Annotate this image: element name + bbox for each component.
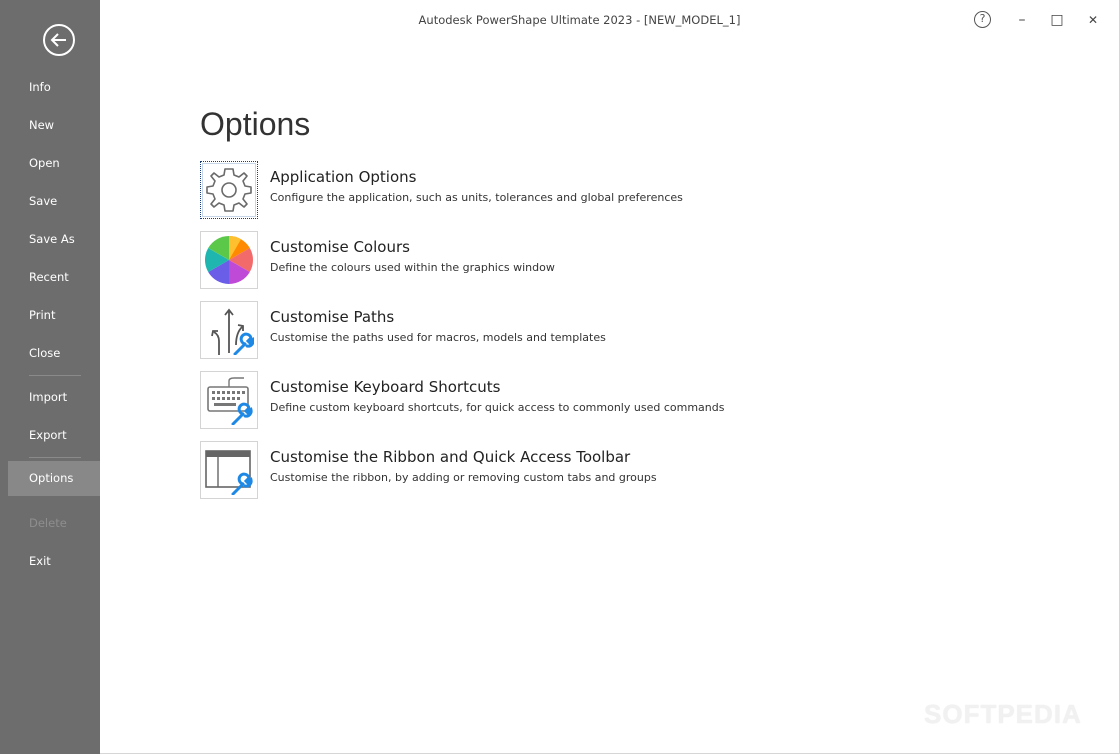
customise-colours-button[interactable] bbox=[200, 231, 258, 289]
backstage-sidebar bbox=[0, 0, 100, 754]
customise-ribbon-button[interactable] bbox=[200, 441, 258, 499]
application-options-button[interactable] bbox=[200, 161, 258, 219]
option-customise-ribbon[interactable] bbox=[200, 441, 920, 499]
customise-paths-button[interactable] bbox=[200, 301, 258, 359]
option-customise-colours[interactable] bbox=[200, 231, 920, 289]
option-application-options[interactable] bbox=[200, 161, 920, 219]
sidebar-item-save[interactable]: Save bbox=[29, 194, 58, 208]
sidebar-item-open[interactable]: Open bbox=[29, 156, 60, 170]
keyboard-wrench-icon bbox=[204, 375, 254, 425]
option-title: Customise Keyboard Shortcuts bbox=[270, 378, 501, 396]
sidebar-item-print[interactable]: Print bbox=[29, 308, 56, 322]
minimize-button[interactable]: – bbox=[1018, 12, 1026, 28]
sidebar-item-close[interactable]: Close bbox=[29, 346, 61, 360]
option-customise-keyboard-shortcuts[interactable] bbox=[200, 371, 920, 429]
page-title: Options bbox=[200, 106, 311, 142]
back-button[interactable] bbox=[43, 24, 75, 56]
close-window-button[interactable]: ✕ bbox=[1087, 13, 1099, 27]
sidebar-divider bbox=[29, 457, 81, 458]
option-description: Define custom keyboard shortcuts, for quick access to commonly used commands bbox=[270, 401, 725, 414]
window-title: Autodesk PowerShape Ultimate 2023 - [NEW_MODEL_1] bbox=[418, 13, 741, 27]
option-description: Define the colours used within the graphics window bbox=[270, 261, 555, 274]
option-description: Customise the ribbon, by adding or removing custom tabs and groups bbox=[270, 471, 657, 484]
sidebar-item-save-as[interactable]: Save As bbox=[29, 232, 75, 246]
option-title: Customise the Ribbon and Quick Access Toolbar bbox=[270, 448, 631, 466]
sidebar-item-recent[interactable]: Recent bbox=[29, 270, 69, 284]
sidebar-item-options[interactable]: Options bbox=[8, 461, 100, 496]
sidebar-item-delete: Delete bbox=[29, 516, 67, 530]
sidebar-divider bbox=[29, 375, 81, 376]
back-arrow-icon bbox=[50, 31, 68, 49]
color-wheel-icon bbox=[204, 235, 254, 285]
option-customise-paths[interactable] bbox=[200, 301, 920, 359]
sidebar-item-info[interactable]: Info bbox=[29, 80, 51, 94]
option-description: Customise the paths used for macros, models and templates bbox=[270, 331, 606, 344]
help-button[interactable]: ? bbox=[974, 11, 991, 28]
sidebar-item-exit[interactable]: Exit bbox=[29, 554, 51, 568]
option-title: Customise Colours bbox=[270, 238, 410, 256]
option-title: Customise Paths bbox=[270, 308, 395, 326]
option-description: Configure the application, such as units, tolerances and global preferences bbox=[270, 191, 683, 204]
sidebar-item-new[interactable]: New bbox=[29, 118, 55, 132]
ribbon-wrench-icon bbox=[204, 445, 254, 495]
paths-wrench-icon bbox=[204, 305, 254, 355]
gear-icon bbox=[204, 165, 254, 215]
softpedia-watermark: SOFTPEDIA bbox=[924, 699, 1082, 729]
customise-keyboard-shortcuts-button[interactable] bbox=[200, 371, 258, 429]
maximize-button[interactable]: □ bbox=[1050, 12, 1064, 28]
option-title: Application Options bbox=[270, 168, 417, 186]
sidebar-item-import[interactable]: Import bbox=[29, 390, 68, 404]
sidebar-item-export[interactable]: Export bbox=[29, 428, 67, 442]
